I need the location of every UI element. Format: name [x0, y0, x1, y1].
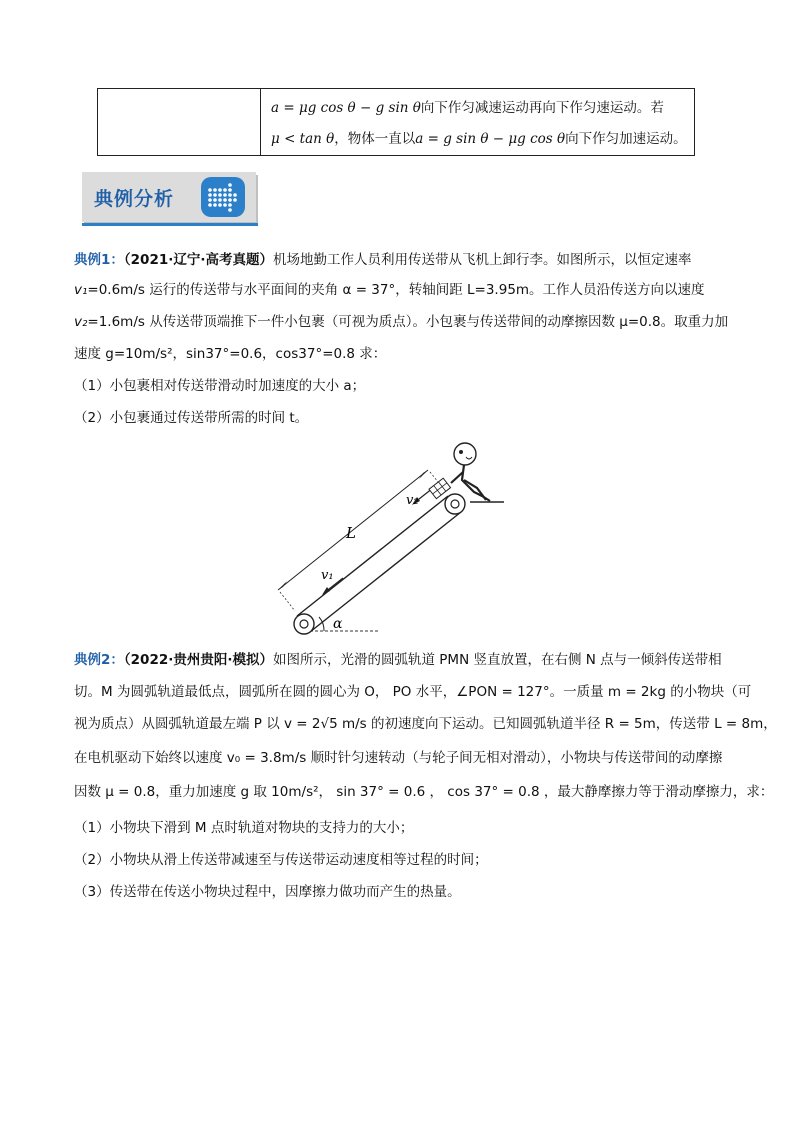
- formula-acceleration: a = g sin θ − μg cos θ: [415, 131, 566, 147]
- ex2-line-4: 在电机驱动下始终以速度 v₀ = 3.8m/s 顺时针匀速转动（与轮子间无相对滑动），小物块与传送带间的动摩擦: [74, 750, 723, 766]
- ex1-source: （2021·辽宁·高考真题）: [123, 252, 273, 268]
- ex2-line-1: [74, 651, 722, 669]
- ex2-line-5: 因数 μ = 0.8，重力加速度 g 取 10m/s²， sin 37° = 0.6 ， cos 37° = 0.8 ，最大静摩擦力等于滑动摩擦力，求：: [74, 784, 774, 800]
- dotted-arrow-icon: [198, 174, 248, 220]
- ex1-text-2: =0.6m/s 运行的传送带与水平面间的夹角 α = 37°，转轴间距 L=3.95m。工作人员沿传送方向以速度: [87, 282, 705, 298]
- section-banner: [82, 172, 256, 226]
- ex2-line-3: 视为质点）从圆弧轨道最左端 P 以 v = 2√5 m/s 的初速度向下运动。已知圆弧轨道半径 R = 5m，传送带 L = 8m，: [74, 716, 777, 732]
- summary-table-fragment: [97, 88, 695, 156]
- parcel-box: [429, 478, 451, 499]
- top-roller: [445, 494, 465, 514]
- length-arrow-top: [419, 470, 428, 479]
- ex1-v1-symbol: v₁: [74, 282, 88, 298]
- table-row-2: [271, 127, 687, 147]
- conveyor-belt-figure: [270, 436, 530, 636]
- table-row-1: [271, 96, 664, 116]
- ex1-line-2: [74, 281, 705, 299]
- table-row-2-text-a: ，物体一直以: [334, 131, 416, 147]
- ex1-line-3: [74, 313, 728, 331]
- ex2-question-2: （2）小物块从滑上传送带减速至与传送带运动速度相等过程的时间；: [74, 852, 488, 868]
- worker-figure: [451, 443, 490, 501]
- bottom-roller: [294, 614, 314, 634]
- ex2-label: 典例2：: [74, 652, 124, 668]
- table-column-divider: [260, 89, 261, 155]
- ex1-v2-symbol: v₂: [74, 314, 88, 330]
- ex1-line-4: 速度 g=10m/s²，sin37°=0.6，cos37°=0.8 求：: [74, 346, 387, 362]
- ex1-text-3: =1.6m/s 从传送带顶端推下一件小包裹（可视为质点）。小包裹与传送带间的动摩擦因数 μ=0.8。取重力加: [87, 314, 729, 330]
- formula-deceleration: a = μg cos θ − g sin θ: [271, 100, 421, 116]
- ex1-question-1: （1）小包裹相对传送带滑动时加速度的大小 a；: [74, 378, 366, 394]
- table-row-2-text-b: 向下作匀加速运动。: [565, 131, 687, 147]
- ex2-text-1: 如图所示，光滑的圆弧轨道 PMN 竖直放置，在右侧 N 点与一倾斜传送带相: [273, 652, 722, 668]
- v1-label: v₁: [321, 568, 334, 583]
- ex2-question-3: （3）传送带在传送小物块过程中，因摩擦力做功而产生的热量。: [74, 884, 461, 900]
- ex2-question-1: （1）小物块下滑到 M 点时轨道对物块的支持力的大小；: [74, 820, 414, 836]
- ex1-text-1: 机场地勤工作人员利用传送带从飞机上卸行李。如图所示，以恒定速率: [273, 252, 692, 268]
- angle-label: α: [333, 616, 343, 632]
- condition-mu-lt-tan: μ < tan θ: [271, 131, 335, 147]
- table-row-1-text: 向下作匀减速运动再向下作匀速运动。若: [420, 100, 664, 116]
- length-extension-bottom: [280, 592, 295, 611]
- ex2-line-2: 切。M 为圆弧轨道最低点，圆弧所在圆的圆心为 O， PO 水平，∠PON = 127°。一质量 m = 2kg 的小物块（可: [74, 684, 752, 700]
- ex1-question-2: （2）小包裹通过传送带所需的时间 t。: [74, 410, 309, 426]
- ex1-line-1: [74, 251, 692, 269]
- banner-underline: [82, 223, 258, 226]
- v2-label: v₂: [406, 493, 419, 508]
- length-label: L: [346, 524, 356, 542]
- ex1-label: 典例1：: [74, 252, 124, 268]
- ex2-source: （2022·贵州贵阳·模拟）: [123, 652, 273, 668]
- length-arrow-bottom: [278, 581, 287, 590]
- section-title: 典例分析: [94, 188, 175, 210]
